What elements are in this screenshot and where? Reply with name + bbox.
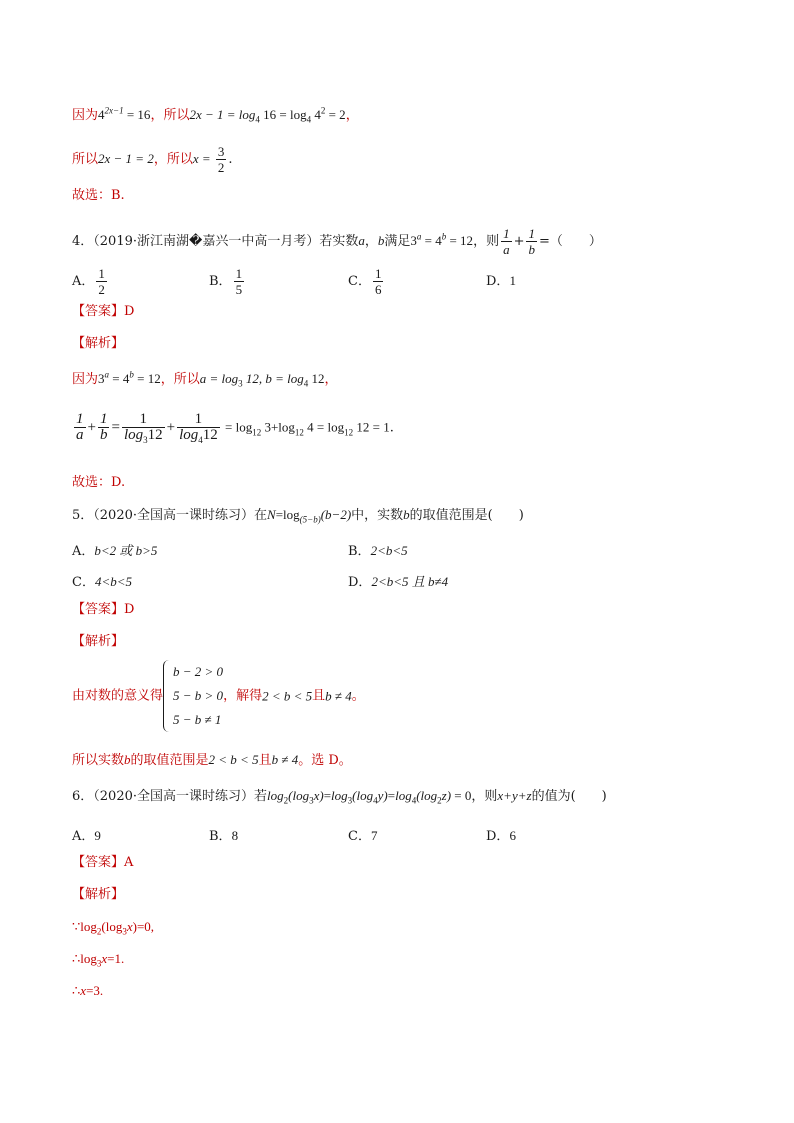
math: (5−b) xyxy=(299,514,321,525)
q4-analysis-line-2 xyxy=(72,412,394,443)
option-text: 2<b<5 xyxy=(370,543,408,558)
math: 3 xyxy=(98,371,105,386)
math: log xyxy=(179,427,199,443)
option-label: C． xyxy=(348,829,371,844)
text: 且 xyxy=(258,753,272,768)
text: 。 xyxy=(351,688,365,704)
option-label: C． xyxy=(348,274,371,289)
math: log xyxy=(331,788,348,803)
fraction xyxy=(96,266,107,297)
option-text: 4<b<5 xyxy=(94,574,132,589)
math: b xyxy=(129,369,134,380)
fraction xyxy=(74,412,86,443)
equation-row: 5 − b ≠ 1 xyxy=(173,712,222,727)
q5-option-b[interactable] xyxy=(348,540,408,559)
numerator: 1 xyxy=(235,266,243,281)
math: a = log xyxy=(199,371,239,386)
math: 2 xyxy=(437,795,442,806)
text: 的取值范围是 xyxy=(130,753,209,768)
math: x xyxy=(80,983,87,998)
q5-answer xyxy=(72,603,134,616)
q4-stem xyxy=(72,226,602,257)
math: = xyxy=(111,419,120,436)
math: ∴ xyxy=(72,983,81,998)
q6-analysis-line-1 xyxy=(72,919,155,937)
math: 12 xyxy=(344,427,354,438)
math: a xyxy=(104,369,110,380)
option-label: A． xyxy=(72,544,95,559)
math: = 4 xyxy=(421,233,442,248)
math: b xyxy=(124,752,131,767)
option-text: 6 xyxy=(509,828,516,843)
math: ∵log xyxy=(72,919,97,934)
q4-option-c[interactable] xyxy=(348,266,385,297)
text: 在 xyxy=(254,508,268,523)
q4-choose: 故选：D. xyxy=(72,475,126,490)
text: 且 xyxy=(312,688,326,704)
math: b ≠ 4 xyxy=(271,752,299,767)
math: = xyxy=(387,788,396,803)
math: 2 < b < 5 xyxy=(208,752,259,767)
question-number: 5． xyxy=(72,508,94,523)
q6-option-a[interactable] xyxy=(72,825,101,844)
text: =（ ） xyxy=(538,234,602,249)
math: b ≠ 4 xyxy=(325,688,352,704)
text: 中，实数 xyxy=(351,508,404,523)
numerator: 1 xyxy=(374,266,382,281)
option-label: A． xyxy=(72,274,95,289)
numerator: 1 xyxy=(76,411,84,427)
numerator: 3 xyxy=(217,144,225,159)
text: ，所以 xyxy=(150,108,190,123)
equation-row: 5 − b > 0 xyxy=(173,688,224,703)
q4-answer xyxy=(72,305,134,318)
q6-option-c[interactable] xyxy=(348,825,377,844)
option-text: 7 xyxy=(370,828,378,843)
question-number: 6． xyxy=(72,789,94,804)
math: (log xyxy=(101,919,123,934)
option-label: D． xyxy=(486,829,510,844)
math: x = xyxy=(192,151,214,166)
answer-label: 【答案】 xyxy=(72,855,125,870)
math: 3 xyxy=(238,378,243,389)
text: 因为 xyxy=(72,108,99,123)
math: =3. xyxy=(86,983,104,998)
text: 若 xyxy=(254,789,268,804)
math: (log xyxy=(288,788,310,803)
q4-option-b[interactable] xyxy=(209,266,246,297)
math: 2x − 1 = 2 xyxy=(98,151,154,166)
text: ，所以 xyxy=(153,152,193,167)
option-label: B． xyxy=(348,544,371,559)
numerator: 1 xyxy=(122,412,165,428)
math: + xyxy=(166,419,176,436)
q6-option-d[interactable] xyxy=(486,825,516,844)
question-source: （2020·全国高一课时练习） xyxy=(93,508,254,523)
math: 4 xyxy=(411,795,417,806)
text: ，则 xyxy=(473,234,500,249)
math: 3 xyxy=(143,435,148,445)
denominator: a xyxy=(503,242,510,257)
option-label: D． xyxy=(348,575,372,590)
math: + xyxy=(513,234,525,249)
q4-analysis-line-1 xyxy=(72,369,338,389)
q5-analysis-label: 【解析】 xyxy=(72,634,125,649)
math: ∴log xyxy=(72,951,97,966)
math: = log xyxy=(221,419,253,435)
q5-option-d[interactable] xyxy=(348,571,448,590)
q4-option-d[interactable] xyxy=(486,270,516,289)
math: log xyxy=(395,788,412,803)
denominator: b xyxy=(99,427,108,443)
text: ，解得 xyxy=(223,688,263,704)
q4-option-a[interactable] xyxy=(72,266,109,297)
answer-value: D xyxy=(124,602,135,617)
math: 2x−1 xyxy=(104,105,124,116)
math: 2x − 1 = log xyxy=(189,107,256,122)
math: 4 xyxy=(306,114,312,125)
text: ， xyxy=(345,108,359,123)
denominator xyxy=(177,428,220,443)
math: 4 xyxy=(255,114,260,125)
math: 12 xyxy=(252,427,262,438)
math: 12 xyxy=(294,427,304,438)
math: 4 xyxy=(303,378,309,389)
math: 12 xyxy=(147,427,163,443)
q3-choose: 故选：B. xyxy=(72,188,125,203)
equation-row: b − 2 > 0 xyxy=(173,664,224,679)
numerator: 1 xyxy=(503,226,510,241)
equation-system xyxy=(163,660,223,732)
math: =1. xyxy=(107,951,125,966)
question-number: 4． xyxy=(72,234,94,249)
numerator: 1 xyxy=(99,411,108,427)
fraction xyxy=(373,266,384,297)
option-label: A． xyxy=(72,829,95,844)
denominator: 2 xyxy=(217,160,225,175)
q5-option-c[interactable] xyxy=(72,571,132,590)
option-label: C． xyxy=(72,575,95,590)
text: 所以实数 xyxy=(72,753,125,768)
math: a xyxy=(416,231,422,242)
text: ，则 xyxy=(471,789,498,804)
math: 3 xyxy=(122,926,127,937)
math: 3 xyxy=(410,233,417,248)
math: = 4 xyxy=(109,371,130,386)
fraction xyxy=(177,412,220,443)
math: = 16 xyxy=(123,107,151,122)
text: ，所以 xyxy=(160,372,200,387)
text: . xyxy=(228,152,233,167)
fraction xyxy=(122,412,165,443)
math: 2 xyxy=(283,795,289,806)
text: 满足 xyxy=(384,234,411,249)
math: 16 = log xyxy=(259,107,307,122)
math: (log xyxy=(416,788,438,803)
math: = xyxy=(323,788,332,803)
fraction xyxy=(501,226,512,257)
text: 。选 D。 xyxy=(298,753,352,768)
text: 若实数 xyxy=(319,234,359,249)
math: 3 xyxy=(309,795,314,806)
q5-stem xyxy=(72,507,524,525)
math: 2 xyxy=(320,105,326,116)
math: = 12 xyxy=(133,371,161,386)
denominator xyxy=(122,428,165,443)
text: ， xyxy=(364,234,378,249)
math: 3 xyxy=(96,958,102,969)
math: 12, b = log xyxy=(242,371,304,386)
math: = 2 xyxy=(325,107,346,122)
fraction xyxy=(234,266,245,297)
q5-option-a[interactable] xyxy=(72,540,157,559)
text: 由对数的意义得 xyxy=(72,688,164,704)
option-text: 9 xyxy=(94,828,101,843)
q6-analysis-line-2 xyxy=(72,951,125,969)
q4-analysis-label: 【解析】 xyxy=(72,336,125,351)
q6-stem xyxy=(72,788,607,806)
numerator: 1 xyxy=(528,226,535,241)
math: (b−2) xyxy=(320,507,352,522)
math: y) xyxy=(377,788,388,803)
q6-analysis-line-3 xyxy=(72,984,103,998)
denominator: 6 xyxy=(374,282,382,297)
answer-value: D xyxy=(124,304,135,319)
text: 的值为( ) xyxy=(531,789,607,804)
fraction xyxy=(98,412,110,443)
math: 4 xyxy=(198,435,203,445)
math: 3+log xyxy=(261,419,295,435)
math: 4 = log xyxy=(303,419,345,435)
math: x+y+z xyxy=(497,788,532,803)
text: 因为 xyxy=(72,372,99,387)
math: x xyxy=(126,919,133,934)
math: 12 xyxy=(308,371,325,386)
math: )=0, xyxy=(132,919,155,934)
denominator: 2 xyxy=(98,282,105,297)
q6-analysis-label: 【解析】 xyxy=(72,887,125,902)
fraction xyxy=(216,144,227,175)
text: ， xyxy=(324,372,338,387)
math: 4 xyxy=(373,795,378,806)
math: 4 xyxy=(311,107,321,122)
option-label: B． xyxy=(209,274,232,289)
math: x) xyxy=(313,788,324,803)
answer-label: 【答案】 xyxy=(72,304,125,319)
text: 所以 xyxy=(72,152,99,167)
answer-value: A xyxy=(124,855,134,870)
brace-icon xyxy=(163,660,172,732)
option-text: 8 xyxy=(231,828,239,843)
math: =log xyxy=(275,507,300,522)
math: 3 xyxy=(347,795,353,806)
math: 12 = 1 xyxy=(353,419,390,435)
denominator: a xyxy=(76,427,84,443)
denominator: b xyxy=(528,242,535,257)
numerator: 1 xyxy=(98,266,105,281)
option-text: 1 xyxy=(509,273,516,288)
math: N xyxy=(267,507,276,522)
q6-answer xyxy=(72,856,133,869)
text: . xyxy=(389,420,394,436)
denominator: 5 xyxy=(235,282,243,297)
q3-line-1 xyxy=(72,105,359,125)
q5-analysis-line-2 xyxy=(72,753,352,767)
math: + xyxy=(87,419,96,436)
numerator: 1 xyxy=(177,412,220,428)
math: (log xyxy=(352,788,374,803)
math: x xyxy=(101,951,108,966)
option-text: 2<b<5 且 b≠4 xyxy=(371,574,449,589)
math: b xyxy=(403,507,410,522)
q6-option-b[interactable] xyxy=(209,825,238,844)
math: b xyxy=(441,231,447,242)
math: 12 xyxy=(202,427,218,443)
math: log xyxy=(123,427,144,443)
option-label: B． xyxy=(209,829,232,844)
fraction xyxy=(526,226,537,257)
text: 的取值范围是( ) xyxy=(409,508,524,523)
question-source: （2020·全国高一课时练习） xyxy=(93,789,254,804)
math: log xyxy=(267,788,284,803)
question-source: （2019·浙江南湖�嘉兴一中高一月考） xyxy=(93,234,320,249)
option-text: b<2 或 b>5 xyxy=(94,543,158,558)
math: = 12 xyxy=(446,233,474,248)
math: b xyxy=(377,233,385,248)
option-label: D． xyxy=(486,274,510,289)
q5-analysis-line-1 xyxy=(72,660,365,732)
math: a xyxy=(358,233,365,248)
math: z) xyxy=(441,788,452,803)
math: 2 < b < 5 xyxy=(262,688,313,704)
math: 2 xyxy=(96,926,102,937)
q3-line-2 xyxy=(72,144,233,175)
math: 4 xyxy=(98,107,105,122)
math: = 0 xyxy=(451,788,472,803)
answer-label: 【答案】 xyxy=(72,602,125,617)
